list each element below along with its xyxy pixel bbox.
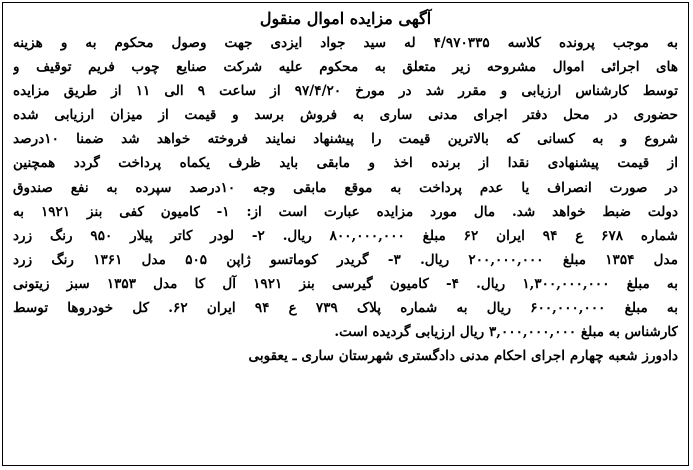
notice-line-4: حضوری در محل دفتر اجرای مدنی ساری به فروش برسد و قیمت از میزان ارزیابی شده [13, 107, 678, 124]
notice-line-10: مدل ۱۳۵۴ مبلغ ۲۰۰,۰۰۰,۰۰۰ ریال. ۳- گریدر کوماتسو ژاپن ۵۰۵ مدل ۱۳۶۱ رنگ زرد [13, 251, 678, 268]
notice-line-2: های اجرائی اموال مشروحه زیر متعلق به محکوم علیه شرکت صنایع چوب فریم توقیف و [13, 59, 678, 76]
notice-line-8: دولت ضبط خواهد شد. مال مورد مزایده عبارت است از: ۱- کامیون کفی بنز ۱۹۲۱ به [13, 203, 678, 220]
notice-line-11: به مبلغ ۱,۳۰۰,۰۰۰,۰۰۰ ریال. ۴- کامیون گیرسی بنز ۱۹۲۱ آل کا مدل ۱۳۵۳ سبز زیتونی [13, 275, 678, 292]
notice-line-7: در صورت انصراف یا عدم پرداخت به موقع مابقی وجه ۱۰درصد سپرده به نفع صندوق [13, 179, 678, 196]
notice-line-1: به موجب پرونده کلاسه ۴/۹۷۰۳۳۵ له سید جواد ایزدی جهت وصول محکوم به و هزینه [13, 35, 678, 51]
notice-body [3, 3, 688, 368]
notice-frame [2, 2, 689, 466]
notice-line-5: شروع و به کسانی که بالاترین قیمت را پیشنهاد نمایند فروخته خواهد شد ضمنا ۱۰درصد [13, 131, 678, 148]
notice-line-3: توسط کارشناس ارزیابی و مقرر شد در مورخ ۹۷/۴/۲۰ از ساعت ۹ الی ۱۱ از طریق مزایده [13, 83, 678, 100]
notice-line-12: به مبلغ ۶۰۰,۰۰۰,۰۰۰ ریال به شماره پلاک ۷۳۹ ع ۹۴ ایران ۶۲. کل خودروها توسط [13, 300, 678, 317]
notice-signature: دادورز شعبه چهارم اجرای احکام مدنی دادگستری شهرستان ساری ـ یعقوبی [248, 348, 678, 365]
notice-title: آگهی مزایده اموال منقول [259, 9, 432, 28]
notice-line-13: کارشناس به مبلغ ۳,۰۰۰,۰۰۰,۰۰۰ ریال ارزیابی گردیده است. [334, 324, 678, 341]
notice-line-6: از قیمت پیشنهادی نقدا از برنده اخذ و مابقی باید ظرف یکماه پرداخت گردد همچنین [13, 155, 678, 172]
notice-line-9: شماره ۶۷۸ ع ۹۴ ایران ۶۲ مبلغ ۸۰۰,۰۰۰,۰۰۰ ریال. ۲- لودر کاتر پیلار ۹۵۰ رنگ زرد [13, 227, 678, 244]
